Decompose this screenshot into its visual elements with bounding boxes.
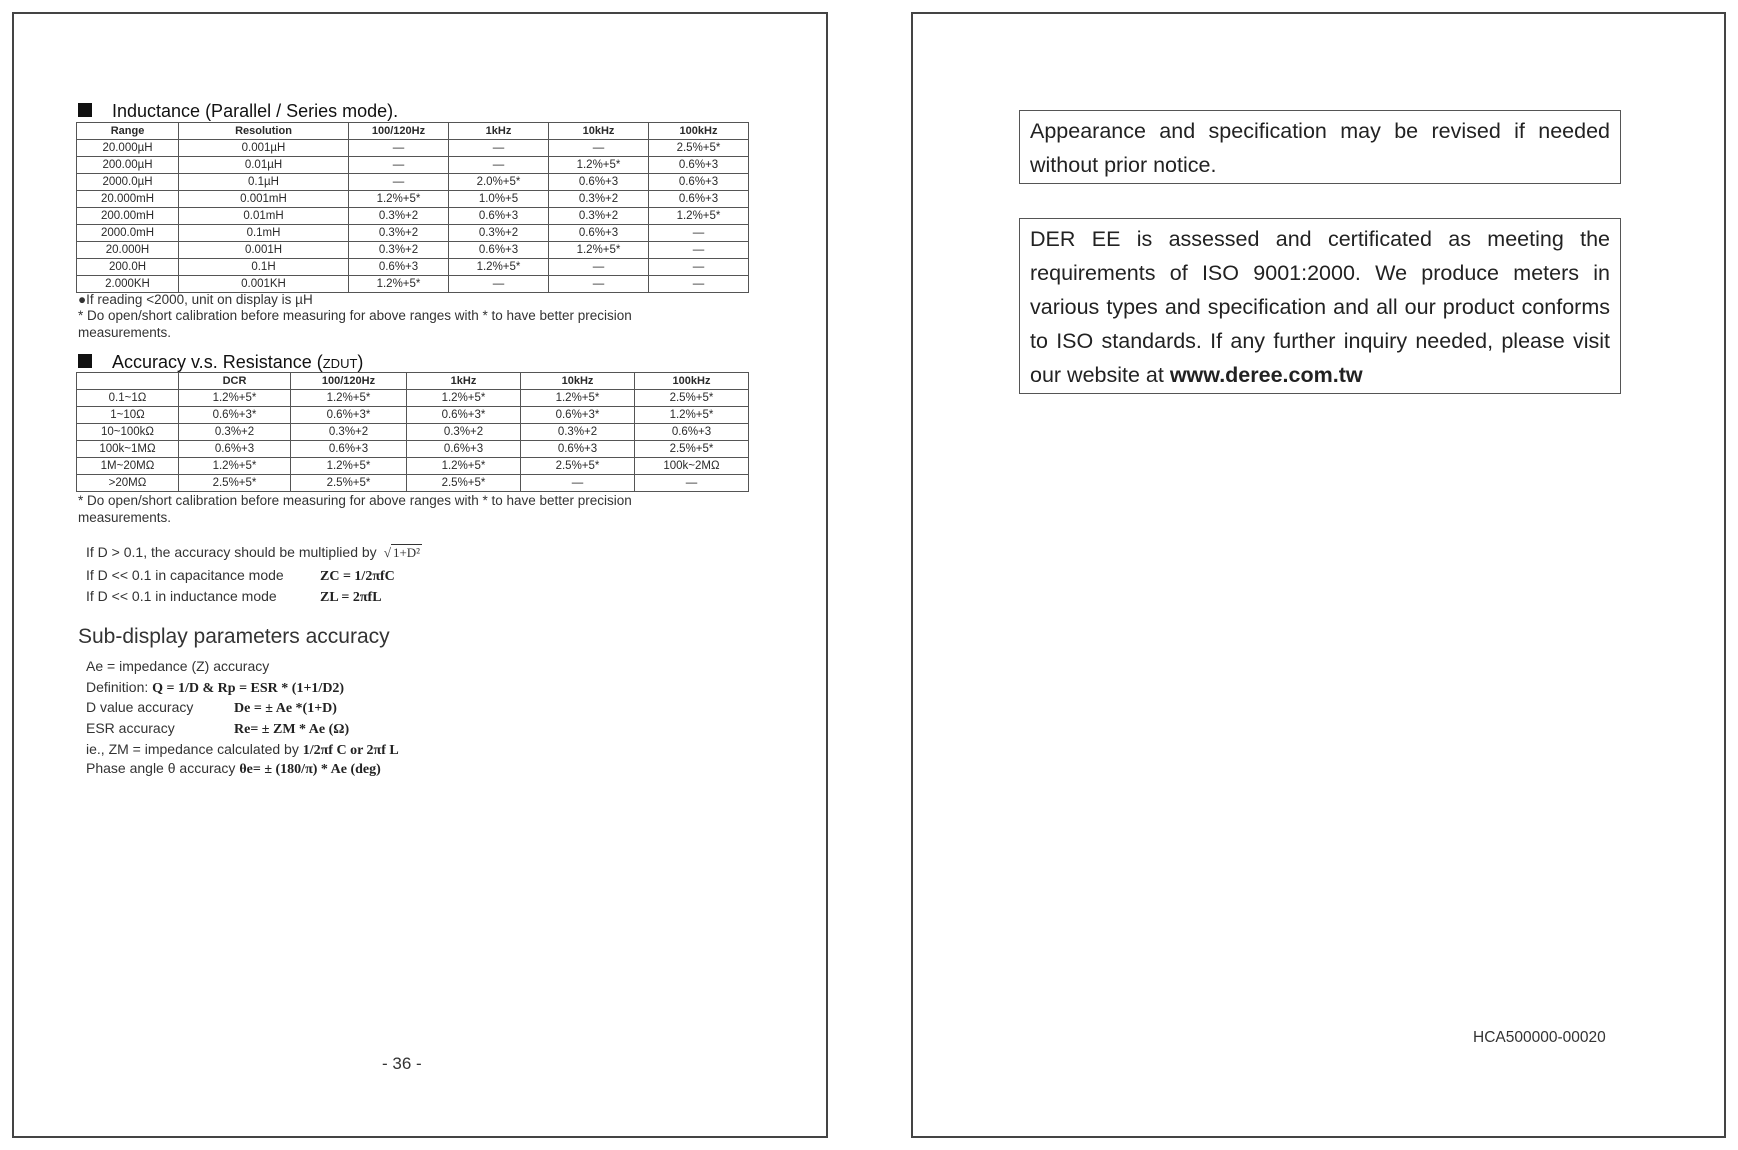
page-number: - 36 -	[382, 1054, 422, 1073]
table-cell: 0.3%+2	[349, 225, 449, 242]
table-cell: 1.2%+5*	[407, 390, 521, 407]
table-cell: 1.2%+5*	[635, 407, 749, 424]
table-cell: 0.1H	[179, 259, 349, 276]
table-row	[77, 407, 749, 424]
table-cell: 2.0%+5*	[449, 174, 549, 191]
table-cell: 100k~1MΩ	[77, 441, 179, 458]
table-cell: 0.3%+2	[349, 242, 449, 259]
table-cell: 1.0%+5	[449, 191, 549, 208]
table-cell: —	[521, 475, 635, 492]
table-cell: 200.0H	[77, 259, 179, 276]
table-row	[77, 475, 749, 492]
column-header: 10kHz	[521, 373, 635, 390]
table-cell: 0.6%+3	[407, 441, 521, 458]
table-cell: 100k~2MΩ	[635, 458, 749, 475]
table-cell: —	[349, 174, 449, 191]
table-cell: 0.6%+3	[449, 242, 549, 259]
table-row	[77, 191, 749, 208]
right-page	[911, 12, 1726, 1138]
table-cell: 0.3%+2	[291, 424, 407, 441]
table-cell: >20MΩ	[77, 475, 179, 492]
table-row	[77, 424, 749, 441]
table-row	[77, 174, 749, 191]
table-cell: 0.1µH	[179, 174, 349, 191]
table-cell: 0.6%+3	[549, 225, 649, 242]
table-cell: —	[649, 276, 749, 293]
formula-capacitance: If D << 0.1 in capacitance mode ZC = 1/2πfC	[86, 567, 395, 584]
column-header: Resolution	[179, 123, 349, 140]
inductance-heading: Inductance (Parallel / Series mode).	[78, 101, 398, 122]
table-cell: 0.3%+2	[549, 191, 649, 208]
table-cell: 2.5%+5*	[635, 441, 749, 458]
table-row	[77, 441, 749, 458]
table-cell: —	[635, 475, 749, 492]
website-link[interactable]: www.deree.com.tw	[1169, 363, 1363, 387]
table-cell: 0.001H	[179, 242, 349, 259]
table-cell: 1.2%+5*	[179, 458, 291, 475]
table-row	[77, 140, 749, 157]
resistance-table	[76, 372, 749, 492]
table-cell: 0.6%+3	[649, 174, 749, 191]
column-header: Range	[77, 123, 179, 140]
table-cell: 0.001KH	[179, 276, 349, 293]
table-cell: 2.5%+5*	[179, 475, 291, 492]
table-cell: 1.2%+5*	[349, 191, 449, 208]
column-header: 100kHz	[635, 373, 749, 390]
table-cell: 0.3%+2	[549, 208, 649, 225]
formula-inductance: If D << 0.1 in inductance mode ZL = 2πfL	[86, 588, 382, 605]
column-header: 1kHz	[407, 373, 521, 390]
table-cell: 0.1mH	[179, 225, 349, 242]
table-row	[77, 242, 749, 259]
table-cell: 20.000mH	[77, 191, 179, 208]
table-cell: 0.6%+3*	[291, 407, 407, 424]
table-cell: 0.6%+3	[349, 259, 449, 276]
resistance-heading: Accuracy v.s. Resistance (ZDUT)	[78, 352, 363, 373]
table-row	[77, 157, 749, 174]
table-cell: 1.2%+5*	[549, 157, 649, 174]
table-cell: 0.6%+3	[521, 441, 635, 458]
table-cell: —	[449, 276, 549, 293]
sub-display-definition: Definition: Q = 1/D & Rp = ESR * (1+1/D2)	[86, 679, 345, 696]
table-header-row	[77, 373, 749, 390]
table-row	[77, 458, 749, 475]
table-cell: 2.5%+5*	[649, 140, 749, 157]
column-header: 100/120Hz	[291, 373, 407, 390]
table-cell: 20.000H	[77, 242, 179, 259]
column-header: 10kHz	[549, 123, 649, 140]
inductance-table	[76, 122, 749, 293]
calibration-note: * Do open/short calibration before measuring for above ranges with * to have better precision measurements.	[78, 308, 632, 340]
column-header: 100kHz	[649, 123, 749, 140]
table-cell: —	[549, 276, 649, 293]
table-cell: 0.6%+3*	[407, 407, 521, 424]
table-cell: 2.5%+5*	[635, 390, 749, 407]
table-cell: —	[449, 157, 549, 174]
table-cell: —	[649, 242, 749, 259]
table-cell: 1.2%+5*	[549, 242, 649, 259]
column-header: 1kHz	[449, 123, 549, 140]
table-cell: 1.2%+5*	[521, 390, 635, 407]
table-cell: 2.000KH	[77, 276, 179, 293]
table-cell: 200.00mH	[77, 208, 179, 225]
table-cell: 1.2%+5*	[449, 259, 549, 276]
table-cell: 1M~20MΩ	[77, 458, 179, 475]
table-cell: 0.001µH	[179, 140, 349, 157]
table-cell: 0.01mH	[179, 208, 349, 225]
table-cell: 2000.0µH	[77, 174, 179, 191]
iso-certification-text: DER EE is assessed and certificated as meeting the requirements of ISO 9001:2000. We produce meters in various types and specification and all our product conforms to ISO standards. If any further inquiry needed, please visit our website at	[1030, 227, 1610, 387]
table-cell: 10~100kΩ	[77, 424, 179, 441]
table-cell: 0.6%+3	[549, 174, 649, 191]
calibration-note-2: * Do open/short calibration before measuring for above ranges with * to have better precision measurements.	[78, 493, 632, 525]
sub-display-d-value: D value accuracy De = ± Ae *(1+D)	[86, 699, 337, 716]
square-bullet-icon	[78, 103, 92, 117]
table-cell: 0.001mH	[179, 191, 349, 208]
table-cell: 0.3%+2	[179, 424, 291, 441]
left-page	[12, 12, 828, 1138]
table-cell: 1.2%+5*	[349, 276, 449, 293]
sub-display-title: Sub-display parameters accuracy	[78, 625, 390, 648]
table-cell: 0.3%+2	[449, 225, 549, 242]
table-cell: 0.3%+2	[349, 208, 449, 225]
column-header	[77, 373, 179, 390]
table-cell: —	[549, 259, 649, 276]
sub-display-phase: Phase angle θ accuracy θe= ± (180/π) * Ae (deg)	[86, 760, 381, 777]
table-cell: —	[449, 140, 549, 157]
unit-note: ●If reading <2000, unit on display is µH	[78, 292, 313, 307]
table-cell: 1.2%+5*	[179, 390, 291, 407]
table-cell: 2000.0mH	[77, 225, 179, 242]
table-cell: —	[549, 140, 649, 157]
square-bullet-icon	[78, 354, 92, 368]
table-cell: —	[349, 140, 449, 157]
table-cell: 0.6%+3	[291, 441, 407, 458]
table-row	[77, 208, 749, 225]
table-row	[77, 225, 749, 242]
table-cell: 1.2%+5*	[291, 458, 407, 475]
table-cell: —	[649, 225, 749, 242]
revision-notice-box	[1019, 110, 1621, 184]
table-cell: 0.6%+3*	[179, 407, 291, 424]
table-row	[77, 276, 749, 293]
table-cell: 1.2%+5*	[407, 458, 521, 475]
table-cell: 0.6%+3	[449, 208, 549, 225]
iso-certification-box	[1019, 218, 1621, 394]
sub-display-ae: Ae = impedance (Z) accuracy	[86, 658, 270, 674]
table-cell: 20.000µH	[77, 140, 179, 157]
table-cell: —	[649, 259, 749, 276]
sub-display-zm: ie., ZM = impedance calculated by 1/2πf C or 2πf L	[86, 741, 399, 758]
table-cell: 1.2%+5*	[649, 208, 749, 225]
column-header: DCR	[179, 373, 291, 390]
table-cell: 0.6%+3	[179, 441, 291, 458]
sub-display-esr: ESR accuracy Re= ± ZM * Ae (Ω)	[86, 720, 350, 737]
table-cell: 1~10Ω	[77, 407, 179, 424]
table-cell: 2.5%+5*	[521, 458, 635, 475]
table-cell: —	[349, 157, 449, 174]
column-header: 100/120Hz	[349, 123, 449, 140]
table-cell: 0.6%+3*	[521, 407, 635, 424]
formula-d-gt: If D > 0.1, the accuracy should be multiplied by √ 1+D²	[86, 544, 421, 560]
table-cell: 0.6%+3	[649, 157, 749, 174]
table-row	[77, 390, 749, 407]
table-header-row	[77, 123, 749, 140]
document-id: HCA500000-00020	[1473, 1029, 1606, 1046]
table-cell: 0.01µH	[179, 157, 349, 174]
table-row	[77, 259, 749, 276]
table-cell: 1.2%+5*	[291, 390, 407, 407]
table-cell: 0.1~1Ω	[77, 390, 179, 407]
table-cell: 0.6%+3	[649, 191, 749, 208]
table-cell: 2.5%+5*	[291, 475, 407, 492]
table-cell: 2.5%+5*	[407, 475, 521, 492]
table-cell: 200.00µH	[77, 157, 179, 174]
table-cell: 0.3%+2	[407, 424, 521, 441]
revision-notice-text: Appearance and specification may be revised if needed without prior notice.	[1030, 119, 1610, 177]
table-cell: 0.6%+3	[635, 424, 749, 441]
table-cell: 0.3%+2	[521, 424, 635, 441]
